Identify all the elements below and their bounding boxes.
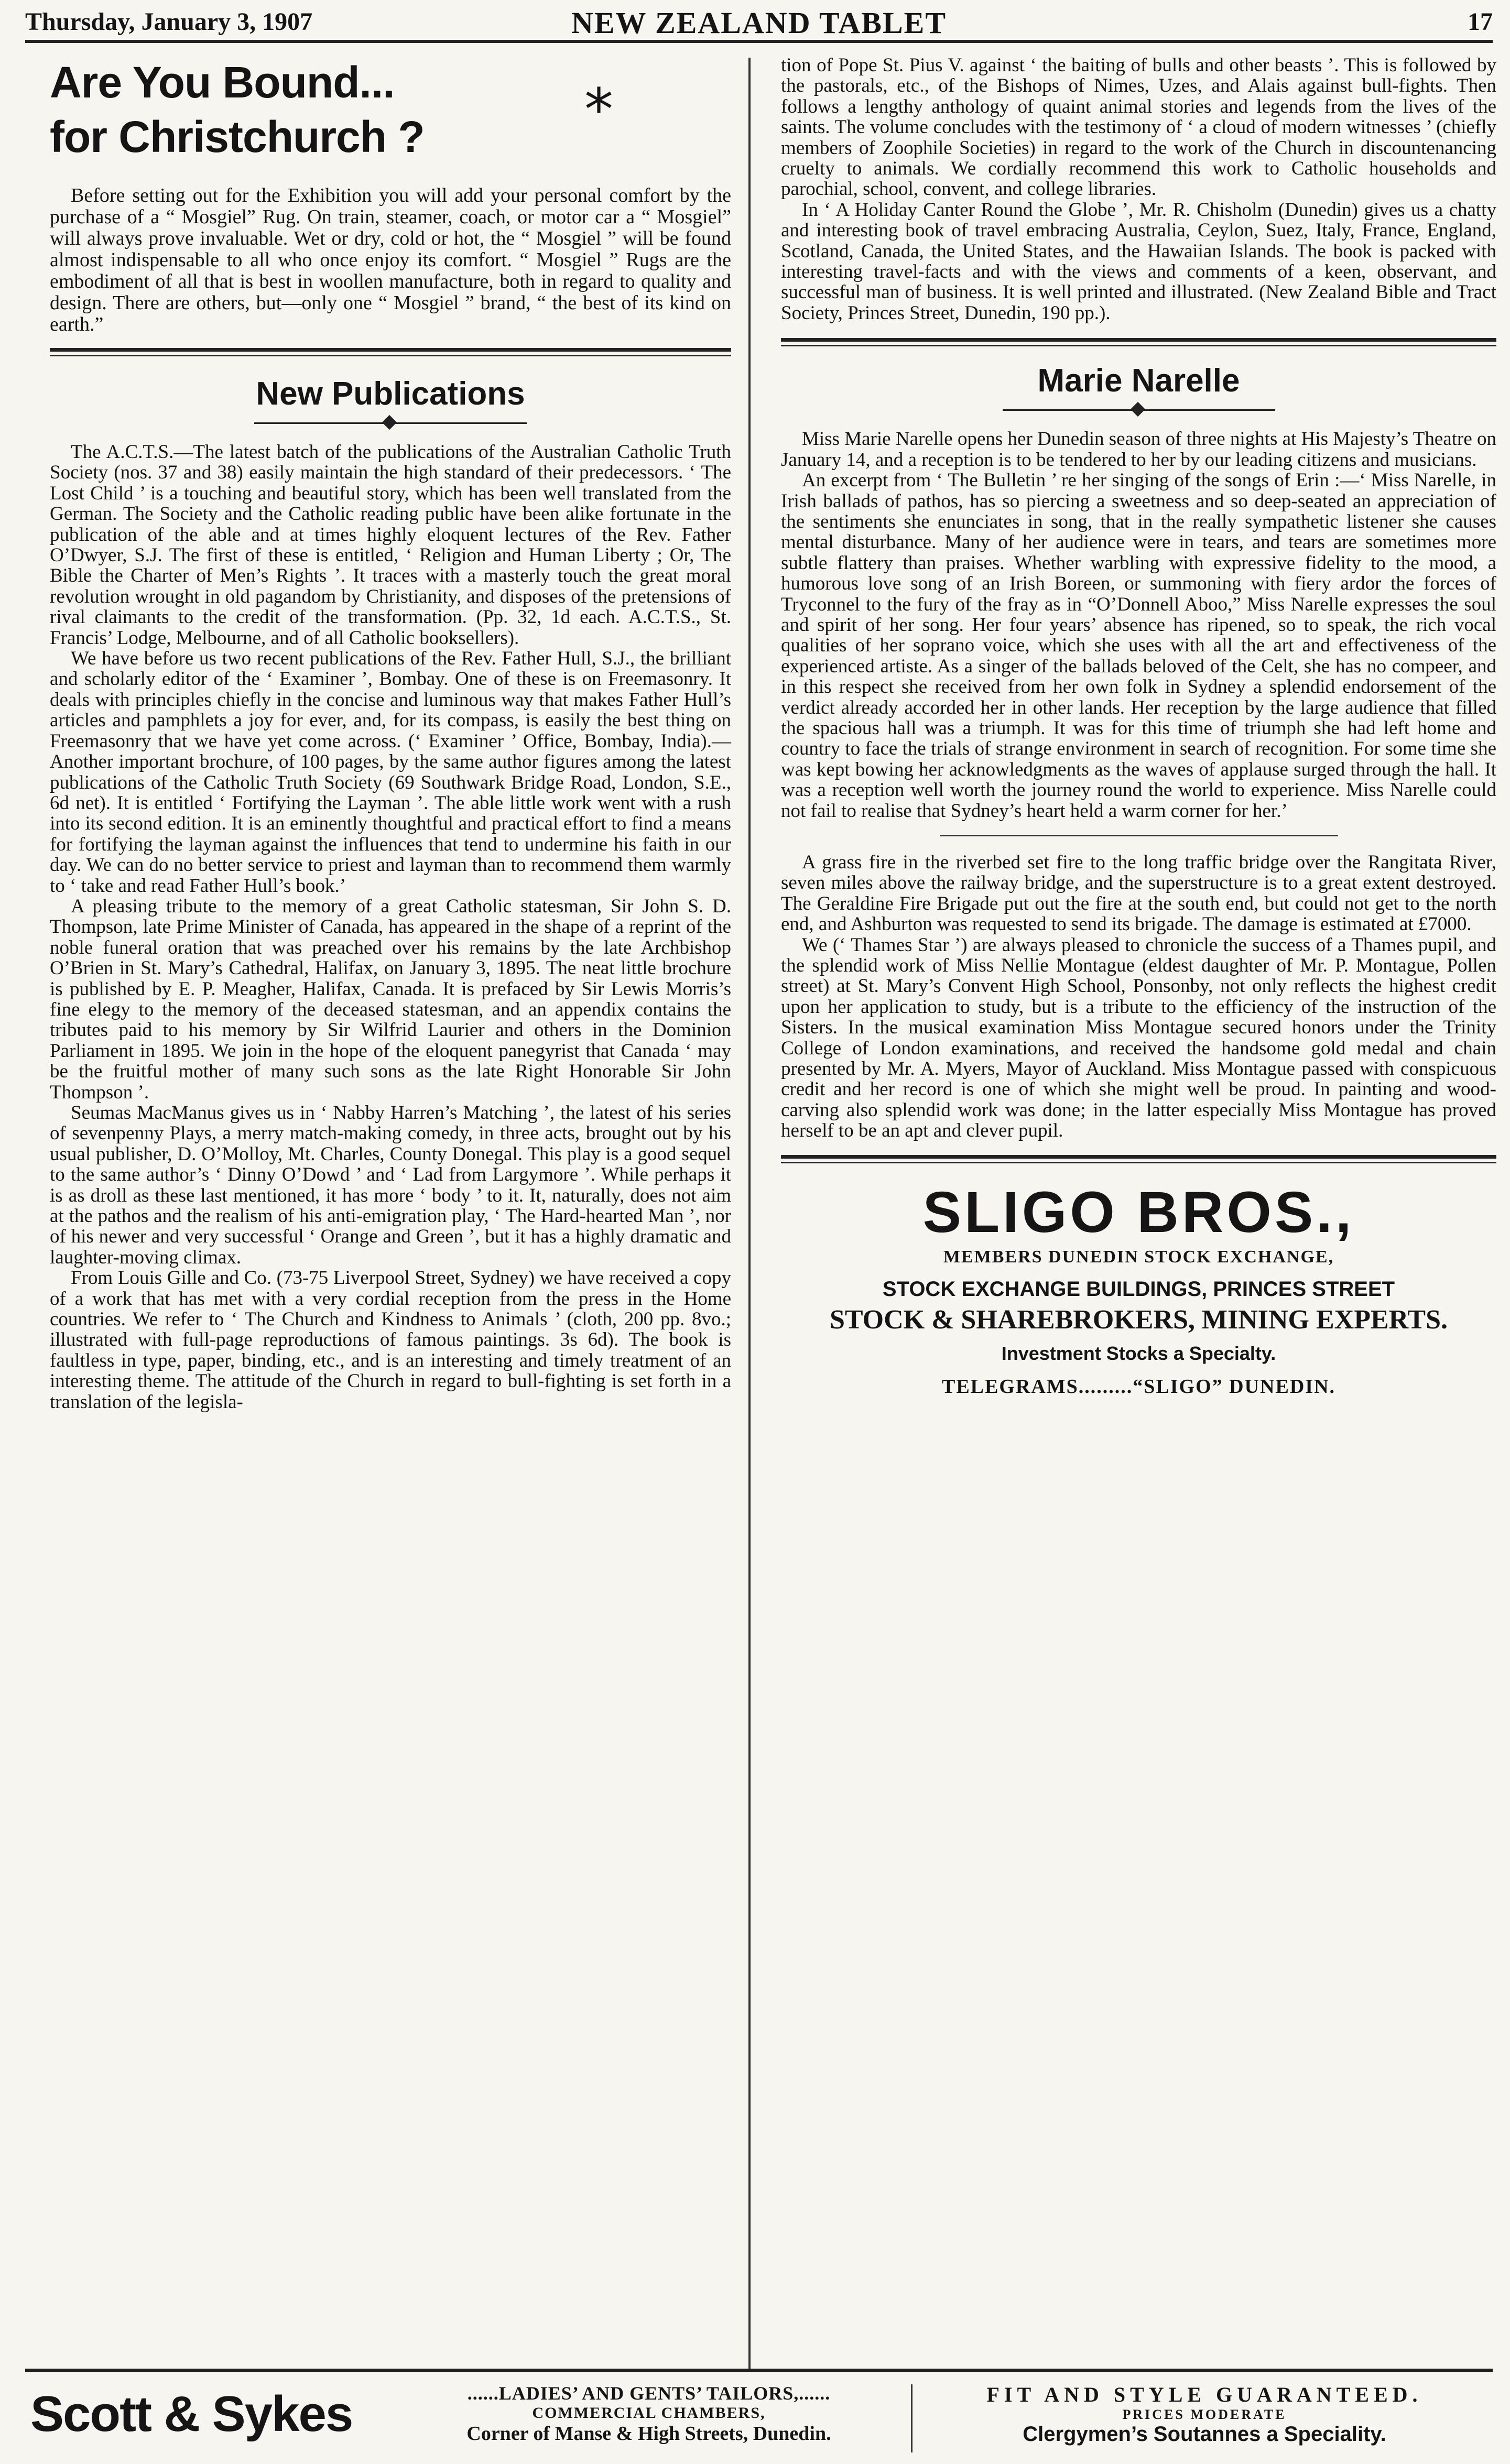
sligo-members: MEMBERS DUNEDIN STOCK EXCHANGE, (943, 1247, 1334, 1267)
header-date: Thursday, January 3, 1907 (25, 8, 313, 36)
diamond-rule (1003, 402, 1275, 418)
tailors-line: ......LADIES’ AND GENTS’ TAILORS,...... (467, 2383, 831, 2404)
publications-paragraph-2: We have before us two recent publications of the Rev. Father Hull, S.J., the brilliant and scholarly editor of the ‘ Examiner ’, Bombay. One of these is on Freemasonry. It deals with principles chiefly in the concise and luminous way that makes Father Hull’s articles and pamphlets a joy for ever, and, for its compass, is easily the best thing on Freemasonry that we have yet come across. (‘ Examiner ’ Office, Bombay, India).—Another important brochure, of 100 pages, by the same author figures among the latest publications of the Catholic Truth Society (69 Southwark Bridge Road, London, S.E., 6d net). It is entitled ‘ Fortifying the Layman ’. The able little work went with a rush into its second edition. It is an eminently thoughtful and practical effort to find a means for fortifying the layman against the influences that tend to undermine his faith in our day. We can do no better service to priest and layman than to recommend them warmly to ‘ take and read Father Hull’s book.’ (50, 648, 731, 897)
masthead-title: NEW ZEALAND TABLET (571, 6, 947, 40)
holiday-canter-review: In ‘ A Holiday Canter Round the Globe ’, Mr. R. Chisholm (Dunedin) gives us a chatty and interesting book of travel embracing Australia, Ceylon, Suez, Italy, France, England, Scotland, Canada, the United States, and the Hawaiian Islands. The book is packed with interesting travel-facts and with the views and comments of a keen, observant, and successful man of business. It is well printed and illustrated. (New Zealand Bible and Tract Society, Princes Street, Dunedin, 190 pp.). (781, 199, 1496, 324)
mosgiel-ad-body: Before setting out for the Exhibition you will add your personal comfort by the purchase of a “ Mosgiel” Rug. On train, steamer, coach, or motor car a “ Mosgiel” will always prove invaluable. Wet or dry, cold or hot, the “ Mosgiel ” will be found almost indispensable to all who once enjoy its comfort. “ Mosgiel ” Rugs are the embodiment of all that is best in woollen manufacture, both in regard to quality and design. There are others, but—only one “ Mosgiel ” brand, “ the best of its kind on earth.” (50, 184, 731, 335)
new-publications-heading: New Publications (256, 376, 525, 412)
sligo-investment: Investment Stocks a Specialty. (1001, 1342, 1276, 1364)
sligo-bros-advertisement (781, 1181, 1496, 1398)
marie-narelle-heading: Marie Narelle (1037, 363, 1240, 399)
mosgiel-advertisement (50, 55, 731, 335)
fit-style-line: FIT AND STYLE GUARANTEED. (986, 2383, 1422, 2406)
corner-line: Corner of Manse & High Streets, Dunedin. (466, 2423, 831, 2445)
section-rule (50, 348, 731, 356)
clergy-line: Clergymen’s Soutannes a Speciality. (1023, 2423, 1386, 2446)
section-rule (781, 338, 1496, 346)
diamond-rule (254, 416, 527, 431)
column-divider (748, 58, 751, 2369)
prices-line: PRICES MODERATE (1122, 2407, 1287, 2422)
mosgiel-ad-title-2: for Christchurch ? (50, 112, 425, 161)
publications-paragraph-1: The A.C.T.S.—The latest batch of the publications of the Australian Catholic Truth Society (nos. 37 and 38) easily maintain the high standard of their predecessors. ‘ The Lost Child ’ is a touching and beautiful story, which has been well translated from the German. The Society and the Catholic reading public have been alike fortunate in the publication of the able and at times highly eloquent lectures of the Rev. Father O’Dwyer, S.J. The first of these is entitled, ‘ Religion and Human Liberty ; Or, The Bible the Charter of Men’s Rights ’. It traces with a masterly touch the great moral revolution wrought in old pagandom by Christianity, and disposes of the pretensions of rival claimants to the credit of the transformation. (Pp. 32, 1d each. A.C.T.S., St. Francis’ Lodge, Melbourne, and of all Catholic booksellers). (50, 441, 731, 649)
mosgiel-ad-title-1: Are You Bound... (50, 58, 395, 107)
article-separator (940, 835, 1338, 836)
asterisk-ornament-icon: * (584, 76, 613, 143)
guarantee-block (916, 2382, 1493, 2446)
section-rule (781, 1155, 1496, 1163)
sligo-address: STOCK EXCHANGE BUILDINGS, PRINCES STREET (882, 1277, 1395, 1301)
publications-paragraph-3: A pleasing tribute to the memory of a great Catholic statesman, Sir John S. D. Thompson, late Prime Minister of Canada, has appeared in the shape of a reprint of the noble funeral oration that was preached over his remains by the late Archbishop O’Brien in St. Mary’s Cathedral, Halifax, on January 3, 1895. The neat little brochure is published by E. P. Meagher, Halifax, Canada. It is prefaced by Sir Lewis Morris’s fine elegy to the memory of the deceased statesman, and an appendix contains the tributes paid to his memory by Sir Wilfrid Laurier and others in the Dominion Parliament in 1895. We join in the hope of the eloquent panegyrist that Canada ‘ may be the fruitful mother of many such sons as the late Right Honorable Sir John Thompson ’. (50, 895, 731, 1103)
scott-sykes-name: Scott & Sykes (30, 2386, 353, 2442)
publications-continuation: tion of Pope St. Pius V. against ‘ the baiting of bulls and other beasts ’. This is followed by the pastorals, etc., of the Bishops of Nimes, Uzes, and Alais against bull-fights. Then follows a lengthy anthology of quaint animal stories and legends from the lives of the saints. The volume concludes with the testimony of ‘ a cloud of modern witnesses ’ (chiefly members of Zoophile Societies) in regard to the work of the Church in discountenancing cruelty to animals. We cordially recommend this work to Catholic households and parochial, school, convent, and college libraries. (781, 54, 1496, 200)
publications-paragraph-5: From Louis Gille and Co. (73-75 Liverpool Street, Sydney) we have received a copy of a work that has met with a very cordial reception from the press in the Home countries. We refer to ‘ The Church and Kindness to Animals ’ (cloth, 200 pp. 8vo.; illustrated with full-page reproductions of famous paintings. 3s 6d). The book is faultless in type, paper, binding, etc., and is an interesting and timely treatment of an interesting theme. The attitude of the Church in regard to bull-fighting is set forth in a translation of the legisla- (50, 1267, 731, 1413)
grass-fire-article: A grass fire in the riverbed set fire to the long traffic bridge over the Rangitata River, seven miles above the railway bridge, and the superstructure is to a great extent destroyed. The Geraldine Fire Brigade put out the fire at the south end, but could not get to the north end, and Ashburton was requested to send its brigade. The damage is estimated at £7000. (781, 852, 1496, 935)
page-number: 17 (1468, 8, 1493, 36)
publications-paragraph-4: Seumas MacManus gives us in ‘ Nabby Harren’s Matching ’, the latest of his series of sevenpenny Plays, a merry match-making comedy, in three acts, brought out by his usual publisher, D. O’Molloy, Mt. Charles, County Donegal. This play is a good sequel to the same author’s ‘ Dinny O’Dowd ’ and ‘ Lad from Largymore ’. While perhaps it is as droll as these last mentioned, it has more ‘ body ’ to it. It, naturally, does not aim at the pathos and the realism of his anti-emigration play, ‘ The Hard-hearted Man ’, nor of his newer and very successful ‘ Orange and Green ’, but it has a highly dramatic and laughter-moving climax. (50, 1102, 731, 1268)
sligo-name: SLIGO BROS., (922, 1180, 1355, 1245)
ad-divider (911, 2384, 912, 2452)
sligo-telegrams: TELEGRAMS.........“SLIGO” DUNEDIN. (941, 1375, 1336, 1398)
page-header (25, 5, 1493, 43)
tailors-block (392, 2382, 906, 2445)
scott-sykes-advertisement (25, 2369, 1493, 2461)
left-column (50, 55, 731, 2369)
sligo-trade: STOCK & SHAREBROKERS, MINING EXPERTS. (830, 1304, 1448, 1335)
right-column (781, 55, 1496, 2361)
chambers-line: COMMERCIAL CHAMBERS, (532, 2404, 766, 2422)
montague-article: We (‘ Thames Star ’) are always pleased to chronicle the success of a Thames pupil, and the splendid work of Miss Nellie Montague (eldest daughter of Mr. P. Montague, Pollen street) at St. Mary’s Convent High School, Ponsonby, not only reflects the highest credit upon her application to study, but is a tribute to the efficiency of the instruction of the Sisters. In the musical examination Miss Montague secured honors under the Trinity College of London examinations, and received the handsome gold medal and chain presented by Mr. A. Myers, Mayor of Auckland. Miss Montague passed with conspicuous credit and her record is one of which she might well be proud. In painting and wood-carving also splendid work was done; in the latter especially Miss Montague has proved herself to be an apt and clever pupil. (781, 934, 1496, 1142)
narelle-paragraph-2: An excerpt from ‘ The Bulletin ’ re her singing of the songs of Erin :—‘ Miss Narelle, in Irish ballads of pathos, has so piercing a sweetness and so deep-seated an appreciation of the sentiments she enunciates in song, that in the really sympathetic listener she causes mental disturbance. Many of her audience were in tears, and tears are sometimes more subtle flattery than praises. Whether warbling with expressive fidelity to the mood, a humorous love song of an Irish Boreen, or summoning with fiery ardor the forces of Tryconnel to the fury of the fray as in “O’Donnell Aboo,” Miss Narelle expresses the soul and spirit of her song. Her four years’ absence has ripened, so to speak, the rich vocal qualities of her soprano voice, which she uses with all the art and effectiveness of the experienced artiste. As a singer of the ballads beloved of the Celt, she has no compeer, and in this respect she received from her own folk in Sydney a splendid endorsement of the verdict already accorded her in other lands. Her reception by the large audience that filled the spacious hall was a triumph. It was for this time of triumph she had left home and country to face the trials of strange environment in search of recognition. For some time she was kept bowing her acknowledgments as the waves of applause surged through the hall. It was a reception well worth the journey round the world to experience. Miss Narelle could not fail to realise that Sydney’s heart held a warm corner for her.’ (781, 470, 1496, 822)
narelle-paragraph-1: Miss Marie Narelle opens her Dunedin season of three nights at His Majesty’s Theatre on January 14, and a reception is to be tendered to her by our leading citizens and musicians. (781, 428, 1496, 471)
